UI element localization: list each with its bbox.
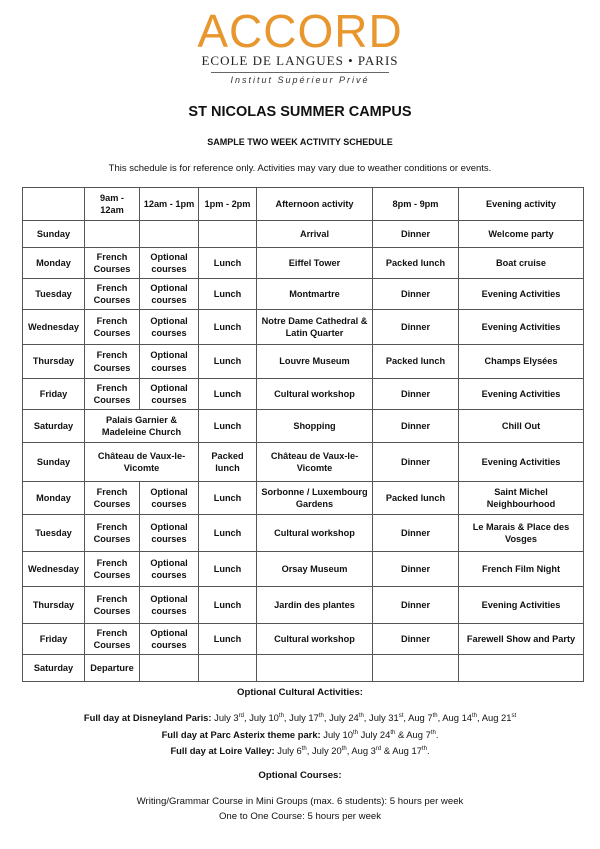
table-cell: Dinner <box>373 221 459 248</box>
table-cell: Optional courses <box>140 279 199 310</box>
table-cell <box>199 221 257 248</box>
table-cell: Optional courses <box>140 587 199 624</box>
table-cell: French Courses <box>85 515 140 552</box>
table-cell: Orsay Museum <box>257 552 373 587</box>
table-cell: Wednesday <box>23 310 85 345</box>
page-title: ST NICOLAS SUMMER CAMPUS <box>188 104 412 120</box>
table-cell: Cultural workshop <box>257 379 373 410</box>
table-cell: Optional courses <box>140 515 199 552</box>
table-cell: Evening Activities <box>459 587 584 624</box>
table-cell: Shopping <box>257 410 373 443</box>
table-cell: Dinner <box>373 443 459 482</box>
logo-school: ECOLE DE LANGUES • PARIS <box>201 53 399 68</box>
table-cell: French Courses <box>85 587 140 624</box>
table-row <box>23 655 584 682</box>
table-cell: Saint Michel Neighbourhood <box>459 482 584 515</box>
table-row <box>23 410 584 443</box>
logo-divider <box>211 72 389 73</box>
table-cell: Lunch <box>199 515 257 552</box>
table-cell: Lunch <box>199 410 257 443</box>
table-cell: Friday <box>23 379 85 410</box>
disneyland-dates: July 3rd, July 10th, July 17th, July 24th, July 31st, Aug 7th, Aug 14th, Aug 21st <box>214 712 517 723</box>
table-cell: Lunch <box>199 624 257 655</box>
table-cell: Dinner <box>373 587 459 624</box>
table-cell: Lunch <box>199 379 257 410</box>
table-cell: Eiffel Tower <box>257 248 373 279</box>
table-cell: Chill Out <box>459 410 584 443</box>
table-cell <box>459 655 584 682</box>
table-row <box>23 279 584 310</box>
table-cell: Boat cruise <box>459 248 584 279</box>
table-cell: Optional courses <box>140 248 199 279</box>
table-header-row <box>23 188 584 221</box>
accord-logo <box>0 5 600 85</box>
table-cell: Lunch <box>199 279 257 310</box>
table-cell: Montmartre <box>257 279 373 310</box>
table-cell: Evening Activities <box>459 279 584 310</box>
table-cell: Thursday <box>23 587 85 624</box>
table-cell: Evening Activities <box>459 443 584 482</box>
table-row <box>23 624 584 655</box>
asterix-line <box>0 729 600 740</box>
table-cell: Dinner <box>373 624 459 655</box>
table-cell: Wednesday <box>23 552 85 587</box>
table-cell: Optional courses <box>140 482 199 515</box>
table-cell: Lunch <box>199 552 257 587</box>
table-cell: Dinner <box>373 552 459 587</box>
table-cell: Dinner <box>373 379 459 410</box>
loire-line <box>0 745 600 756</box>
table-cell: Dinner <box>373 515 459 552</box>
table-cell: Cultural workshop <box>257 624 373 655</box>
header-dinner: 8pm - 9pm <box>373 188 459 221</box>
table-cell: French Courses <box>85 279 140 310</box>
table-cell <box>85 221 140 248</box>
table-cell <box>257 655 373 682</box>
table-cell: Dinner <box>373 410 459 443</box>
table-cell: Packed lunch <box>373 482 459 515</box>
table-cell: Le Marais & Place des Vosges <box>459 515 584 552</box>
table-cell: Departure <box>85 655 140 682</box>
page-subtitle: SAMPLE TWO WEEK ACTIVITY SCHEDULE <box>207 137 393 147</box>
table-cell: Tuesday <box>23 279 85 310</box>
table-cell: Lunch <box>199 345 257 379</box>
table-row <box>23 248 584 279</box>
table-row <box>23 552 584 587</box>
table-cell: Tuesday <box>23 515 85 552</box>
table-cell: Château de Vaux-le-Vicomte <box>85 443 199 482</box>
loire-label: Full day at Loire Valley: <box>170 745 275 756</box>
table-cell: Saturday <box>23 655 85 682</box>
table-cell: French Courses <box>85 248 140 279</box>
table-cell: Saturday <box>23 410 85 443</box>
header-day <box>23 188 85 221</box>
table-cell: Lunch <box>199 310 257 345</box>
header-evening: Evening activity <box>459 188 584 221</box>
table-row <box>23 443 584 482</box>
table-cell: Dinner <box>373 279 459 310</box>
optional-activities-title: Optional Cultural Activities: <box>237 687 363 698</box>
table-cell: French Courses <box>85 552 140 587</box>
header-midday: 12am - 1pm <box>140 188 199 221</box>
table-cell: Optional courses <box>140 310 199 345</box>
table-cell: Champs Elysées <box>459 345 584 379</box>
table-row <box>23 482 584 515</box>
table-cell: Friday <box>23 624 85 655</box>
schedule-table <box>22 187 584 682</box>
table-cell <box>199 655 257 682</box>
asterix-label: Full day at Parc Asterix theme park: <box>161 729 321 740</box>
table-cell: Lunch <box>199 482 257 515</box>
table-row <box>23 515 584 552</box>
table-cell: Monday <box>23 482 85 515</box>
group-course-line: Writing/Grammar Course in Mini Groups (max. 6 students): 5 hours per week <box>136 796 464 807</box>
table-cell <box>140 221 199 248</box>
table-cell: Evening Activities <box>459 310 584 345</box>
logo-tagline: Institut Supérieur Privé <box>230 75 370 85</box>
table-row <box>23 221 584 248</box>
table-row <box>23 379 584 410</box>
table-cell: Notre Dame Cathedral & Latin Quarter <box>257 310 373 345</box>
one-to-one-line: One to One Course: 5 hours per week <box>218 811 382 822</box>
table-row <box>23 587 584 624</box>
table-cell: Evening Activities <box>459 379 584 410</box>
table-cell: Packed lunch <box>373 248 459 279</box>
table-cell: Thursday <box>23 345 85 379</box>
loire-dates: July 6th, July 20th, Aug 3rd & Aug 17th. <box>277 745 430 756</box>
table-cell: French Courses <box>85 379 140 410</box>
table-cell: Château de Vaux-le-Vicomte <box>257 443 373 482</box>
disneyland-label: Full day at Disneyland Paris: <box>83 712 212 723</box>
table-cell: French Courses <box>85 624 140 655</box>
table-cell: French Courses <box>85 345 140 379</box>
table-cell: Lunch <box>199 587 257 624</box>
table-cell: French Courses <box>85 310 140 345</box>
table-cell: Louvre Museum <box>257 345 373 379</box>
table-cell: Jardin des plantes <box>257 587 373 624</box>
optional-courses-title: Optional Courses: <box>258 770 342 781</box>
table-cell: Optional courses <box>140 379 199 410</box>
table-cell: French Film Night <box>459 552 584 587</box>
schedule-note: This schedule is for reference only. Activities may vary due to weather conditions or events. <box>108 163 492 174</box>
header-afternoon: Afternoon activity <box>257 188 373 221</box>
table-cell <box>373 655 459 682</box>
disneyland-line <box>0 712 600 723</box>
table-cell: Sunday <box>23 221 85 248</box>
table-cell: Palais Garnier & Madeleine Church <box>85 410 199 443</box>
table-row <box>23 345 584 379</box>
table-cell: Optional courses <box>140 345 199 379</box>
table-cell: French Courses <box>85 482 140 515</box>
table-cell: Optional courses <box>140 552 199 587</box>
table-cell: Sunday <box>23 443 85 482</box>
asterix-dates: July 10th July 24th & Aug 7th. <box>323 729 439 740</box>
table-cell: Packed lunch <box>373 345 459 379</box>
table-cell: Dinner <box>373 310 459 345</box>
table-cell: Optional courses <box>140 624 199 655</box>
table-cell: Lunch <box>199 248 257 279</box>
table-cell: Packed lunch <box>199 443 257 482</box>
table-cell: Monday <box>23 248 85 279</box>
table-cell <box>140 655 199 682</box>
table-cell: Cultural workshop <box>257 515 373 552</box>
header-morning: 9am - 12am <box>85 188 140 221</box>
table-cell: Arrival <box>257 221 373 248</box>
table-cell: Welcome party <box>459 221 584 248</box>
logo-name: ACCORD <box>197 5 403 57</box>
table-cell: Sorbonne / Luxembourg Gardens <box>257 482 373 515</box>
table-row <box>23 310 584 345</box>
table-cell: Farewell Show and Party <box>459 624 584 655</box>
header-lunch: 1pm - 2pm <box>199 188 257 221</box>
